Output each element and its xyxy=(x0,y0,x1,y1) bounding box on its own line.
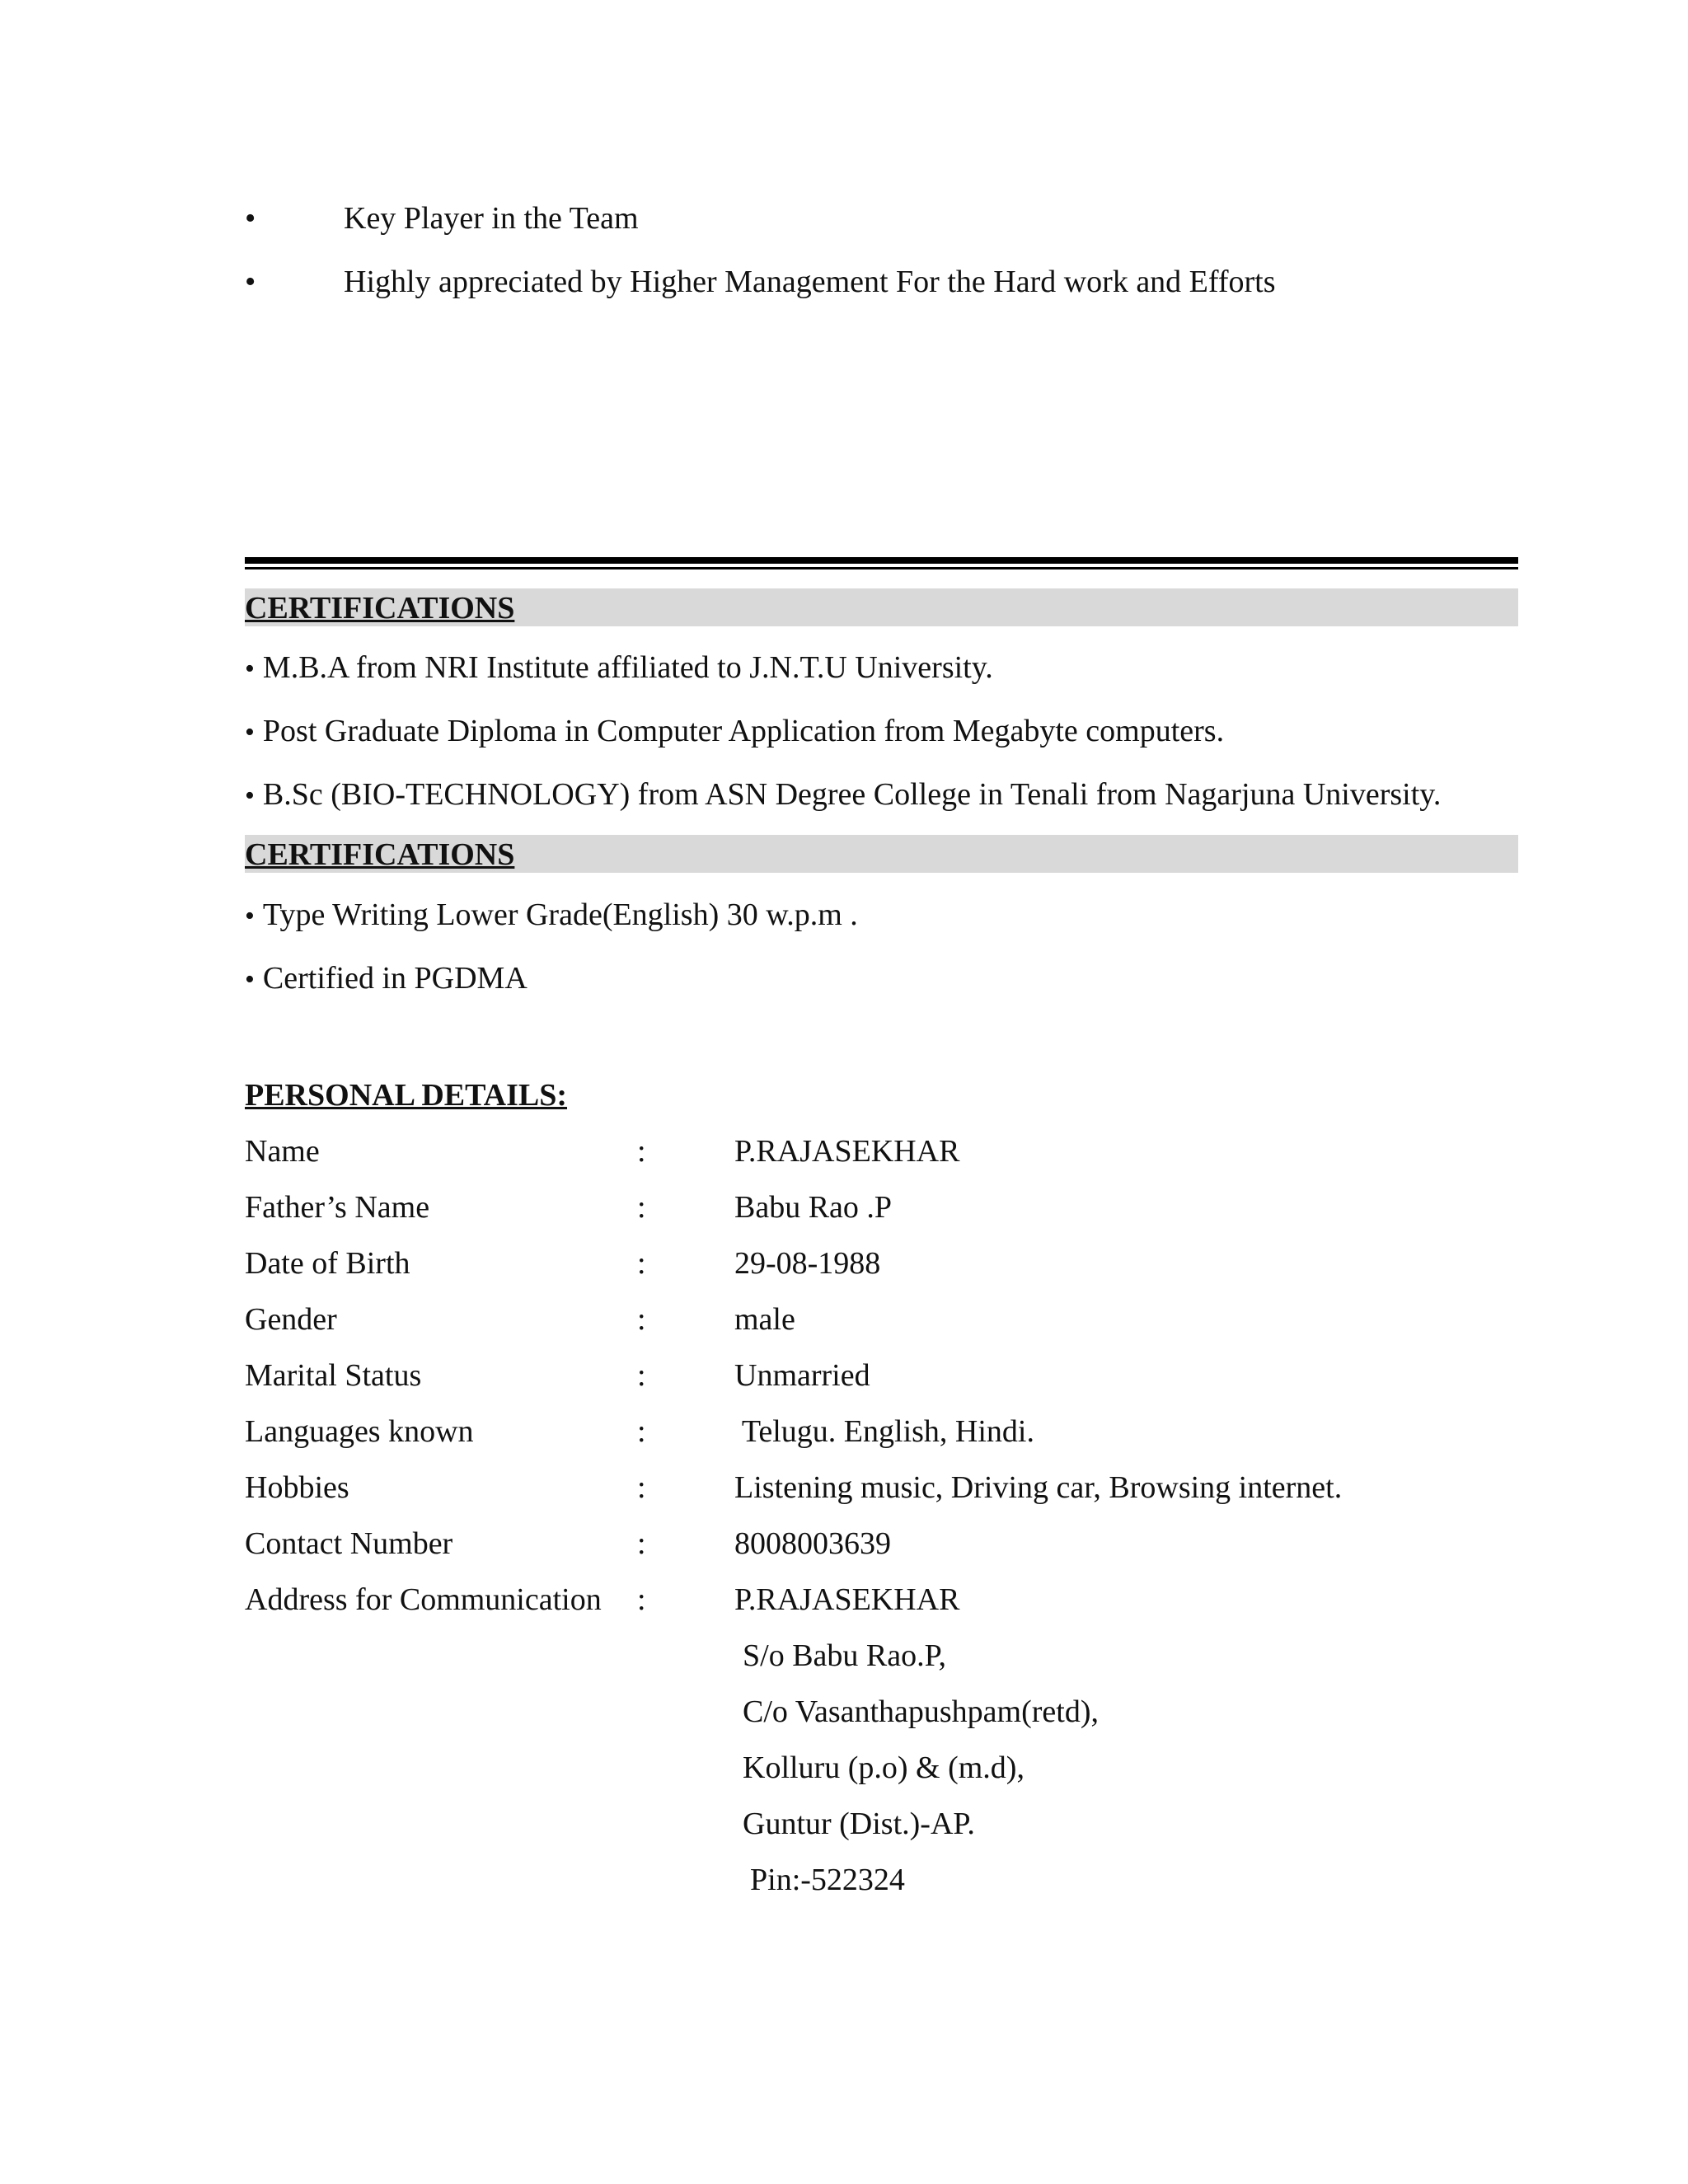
detail-row-father-name xyxy=(245,1188,1518,1226)
detail-separator: : xyxy=(637,1134,646,1169)
detail-row-address xyxy=(245,1581,1518,1619)
detail-value: P.RAJASEKHAR xyxy=(734,1582,960,1617)
detail-row-marital-status xyxy=(245,1357,1518,1394)
highlight-text: Highly appreciated by Higher Management For the Hard work and Efforts xyxy=(344,265,1276,299)
detail-label: Date of Birth xyxy=(245,1246,410,1281)
personal-details-heading: PERSONAL DETAILS: xyxy=(245,1078,568,1113)
list-item xyxy=(245,959,528,999)
address-line: C/o Vasanthapushpam(retd), xyxy=(743,1694,1099,1729)
detail-value: male xyxy=(734,1302,795,1337)
list-item-text: B.Sc (BIO-TECHNOLOGY) from ASN Degree College in Tenali from Nagarjuna University. xyxy=(262,777,1442,812)
detail-label: Hobbies xyxy=(245,1470,349,1505)
bullet-icon: • xyxy=(245,654,255,684)
list-item xyxy=(245,776,1441,815)
bullet-icon: • xyxy=(245,964,255,995)
detail-label: Gender xyxy=(245,1302,337,1337)
list-item-text: M.B.A from NRI Institute affiliated to J.N.T.U University. xyxy=(262,650,993,685)
detail-separator: : xyxy=(637,1358,646,1393)
divider-thick xyxy=(245,557,1518,564)
list-item xyxy=(245,649,993,688)
address-line: Guntur (Dist.)-AP. xyxy=(743,1807,975,1841)
detail-value: Unmarried xyxy=(734,1358,870,1393)
detail-label: Address for Communication xyxy=(245,1582,602,1617)
section-header-bar xyxy=(245,835,1518,873)
detail-label: Name xyxy=(245,1134,320,1169)
detail-label: Father’s Name xyxy=(245,1190,430,1225)
detail-separator: : xyxy=(637,1470,646,1505)
detail-value: Babu Rao .P xyxy=(734,1190,893,1225)
detail-row-name xyxy=(245,1132,1518,1170)
list-item-text: Type Writing Lower Grade(English) 30 w.p.m . xyxy=(262,898,858,932)
detail-row-date-of-birth xyxy=(245,1244,1518,1282)
detail-row-gender xyxy=(245,1301,1518,1338)
bullet-icon: • xyxy=(245,901,255,931)
list-item xyxy=(245,712,1224,752)
address-line: Kolluru (p.o) & (m.d), xyxy=(743,1750,1025,1785)
bullet-icon: • xyxy=(245,265,256,299)
bullet-icon: • xyxy=(245,201,256,236)
detail-value: Listening music, Driving car, Browsing internet. xyxy=(734,1470,1343,1505)
divider-thin xyxy=(245,567,1518,569)
highlight-text: Key Player in the Team xyxy=(344,201,639,236)
detail-separator: : xyxy=(637,1246,646,1281)
section-title: CERTIFICATIONS xyxy=(245,837,515,872)
detail-separator: : xyxy=(637,1414,646,1449)
bullet-icon: • xyxy=(245,717,255,748)
address-line: Pin:-522324 xyxy=(750,1863,905,1897)
detail-row-languages xyxy=(245,1413,1518,1451)
list-item-text: Certified in PGDMA xyxy=(262,961,528,996)
bullet-icon: • xyxy=(245,780,255,811)
list-item xyxy=(245,896,858,935)
detail-separator: : xyxy=(637,1190,646,1225)
detail-value: 29-08-1988 xyxy=(734,1246,881,1281)
list-item-text: Post Graduate Diploma in Computer Application from Megabyte computers. xyxy=(262,714,1225,748)
detail-row-contact-number xyxy=(245,1525,1518,1563)
section-title: CERTIFICATIONS xyxy=(245,591,515,626)
detail-label: Contact Number xyxy=(245,1526,453,1561)
section-header-bar xyxy=(245,588,1518,626)
detail-row-hobbies xyxy=(245,1469,1518,1507)
address-line: S/o Babu Rao.P, xyxy=(743,1638,947,1673)
detail-separator: : xyxy=(637,1302,646,1337)
detail-label: Languages known xyxy=(245,1414,474,1449)
detail-value: P.RAJASEKHAR xyxy=(734,1134,960,1169)
detail-separator: : xyxy=(637,1526,646,1561)
detail-label: Marital Status xyxy=(245,1358,422,1393)
detail-separator: : xyxy=(637,1582,646,1617)
detail-value: Telugu. English, Hindi. xyxy=(734,1414,1034,1449)
detail-value: 8008003639 xyxy=(734,1526,891,1561)
